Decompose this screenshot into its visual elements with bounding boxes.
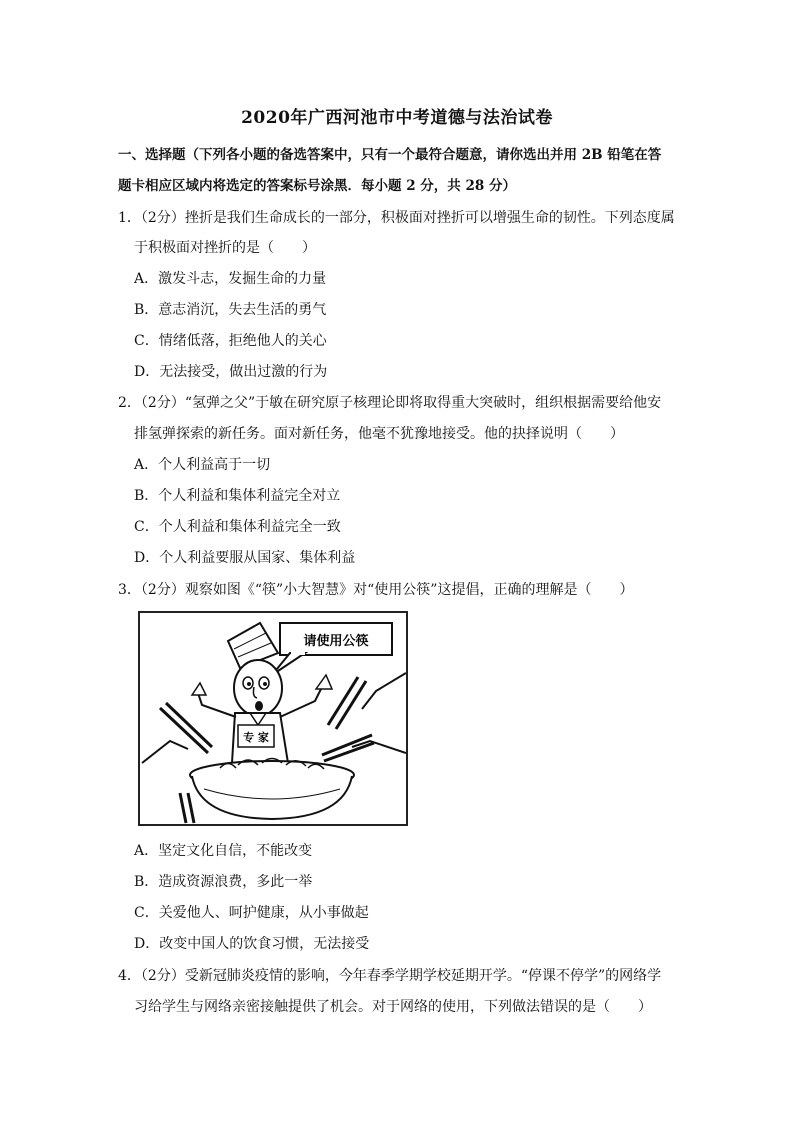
question-2-option-b: B．个人利益和集体利益完全对立	[134, 488, 341, 504]
cartoon-figure	[138, 611, 408, 826]
question-3-stem-line-1: 3．（2分）观察如图《“筷”小大智慧》对“使用公筷”这提倡，正确的理解是（ ）	[118, 582, 634, 598]
cartoon-illustration	[140, 613, 406, 824]
question-1-stem-line-1: 1．（2分）挫折是我们生命成长的一部分，积极面对挫折可以增强生命的韧性。下列态度属	[118, 210, 675, 226]
question-2-stem-line-2: 排氢弹探索的新任务。面对新任务，他毫不犹豫地接受。他的抉择说明（ ）	[134, 426, 624, 442]
speech-bubble-text: 请使用公筷	[303, 634, 369, 649]
expert-badge-text: 专 家	[243, 731, 269, 744]
hand-right-top	[362, 673, 406, 709]
page-title: 2020年广西河池市中考道德与法治试卷	[241, 108, 553, 128]
section-heading-line-1: 一、选择题（下列各小题的备选答案中，只有一个最符合题意，请你选出并用 2B 铅笔在答	[118, 147, 662, 163]
chopsticks-left-2	[180, 793, 186, 823]
question-2-option-c: C．个人利益和集体利益完全一致	[134, 519, 341, 535]
question-4-stem-line-1: 4．（2分）受新冠肺炎疫情的影响，今年春季学期学校延期开学。“停课不停学”的网络学	[118, 968, 662, 984]
bowl	[192, 776, 352, 819]
question-3-option-d: D．改变中国人的饮食习惯，无法接受	[134, 936, 370, 952]
question-2-option-d: D．个人利益要服从国家、集体利益	[134, 550, 356, 566]
question-3-option-b: B．造成资源浪费，多此一举	[134, 874, 313, 890]
question-2-option-a: A．个人利益高于一切	[134, 457, 271, 473]
question-1-stem-line-2: 于积极面对挫折的是（ ）	[134, 240, 316, 256]
question-1-option-d: D．无法接受，做出过激的行为	[134, 364, 328, 380]
question-1-option-a: A．激发斗志，发掘生命的力量	[134, 271, 327, 287]
left-hand	[192, 683, 206, 695]
right-hand	[316, 675, 332, 689]
question-4-stem-line-2: 习给学生与网络亲密接触提供了机会。对于网络的使用，下列做法错误的是（ ）	[134, 999, 652, 1015]
question-1-option-b: B．意志消沉，失去生活的勇气	[134, 302, 327, 318]
question-2-stem-line-1: 2．（2分）“氢弹之父”于敏在研究原子核理论即将取得重大突破时，组织根据需要给他安	[118, 395, 662, 411]
question-3-option-c: C．关爱他人、呵护健康，从小事做起	[134, 905, 369, 921]
section-heading-line-2: 题卡相应区域内将选定的答案标号涂黑．每小题 2 分，共 28 分）	[118, 178, 516, 194]
question-1-option-c: C．情绪低落，拒绝他人的关心	[134, 333, 327, 349]
question-3-option-a: A．坚定文化自信，不能改变	[134, 843, 313, 859]
hand-left-bottom	[142, 741, 188, 763]
